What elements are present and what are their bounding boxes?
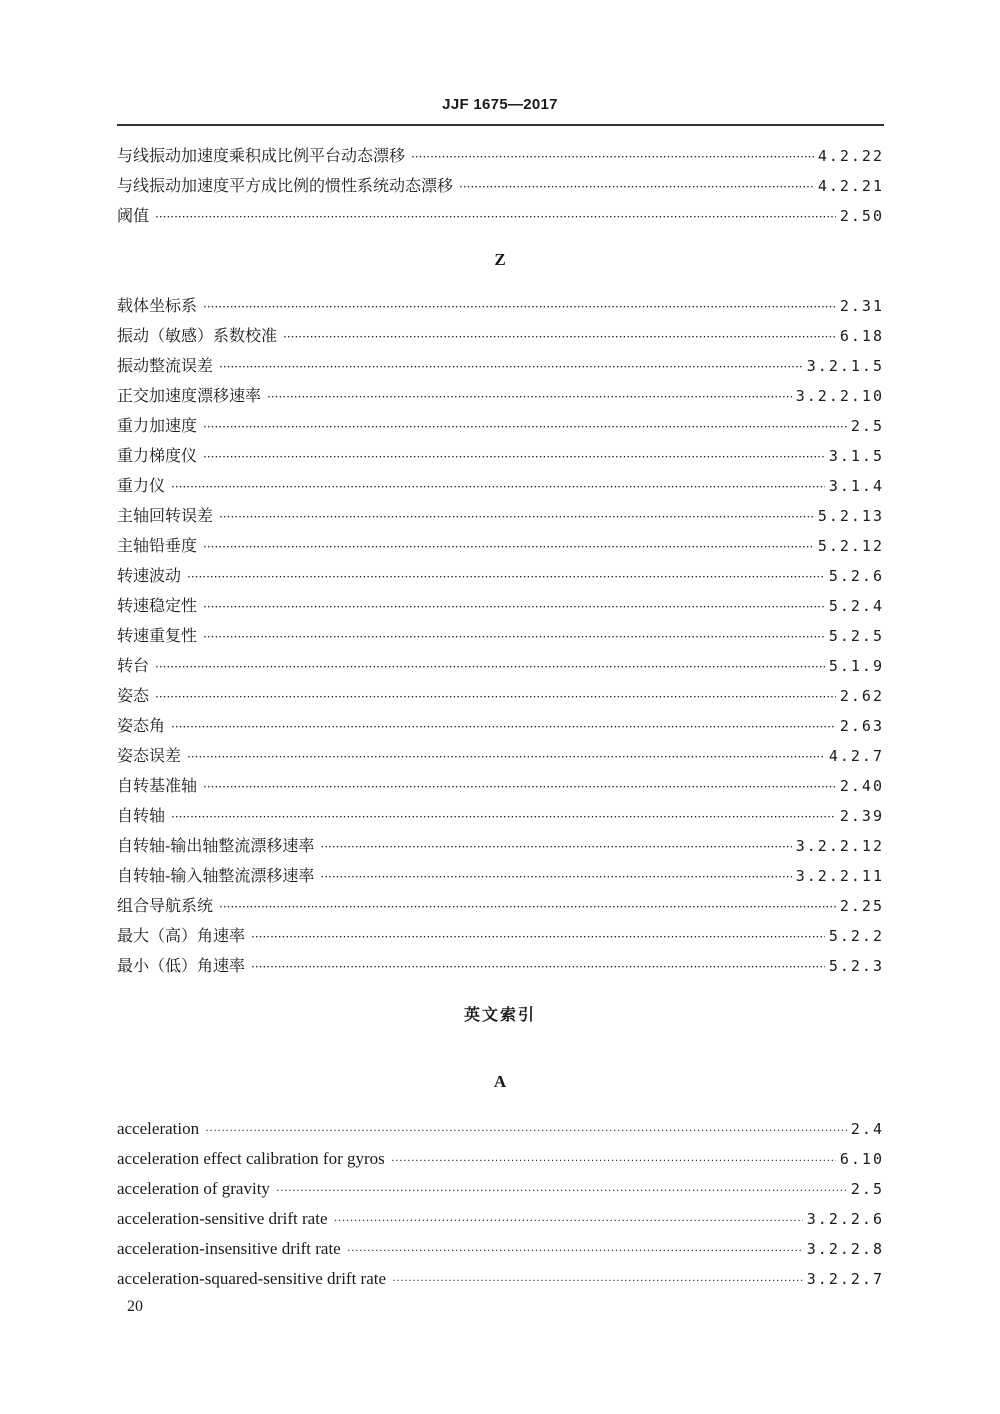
entry-term: 主轴铅垂度 xyxy=(117,536,198,555)
entry-ref: 6.10 xyxy=(839,1150,884,1168)
index-entry xyxy=(117,1144,884,1174)
leader-dots xyxy=(203,292,836,322)
leader-dots xyxy=(155,682,836,712)
entry-term: 姿态 xyxy=(117,686,150,705)
entry-ref: 5.2.13 xyxy=(817,507,884,525)
entry-ref: 2.40 xyxy=(839,777,884,795)
entry-term: 转台 xyxy=(117,656,150,675)
entry-term: 振动整流误差 xyxy=(117,356,214,375)
index-group-z xyxy=(117,291,884,981)
index-entry xyxy=(117,951,884,981)
leader-dots xyxy=(203,442,825,472)
leader-dots xyxy=(171,472,825,502)
leader-dots xyxy=(203,622,825,652)
index-entry xyxy=(117,1264,884,1294)
index-entry xyxy=(117,891,884,921)
entry-ref: 3.2.2.7 xyxy=(806,1270,884,1288)
entry-ref: 5.2.4 xyxy=(828,597,884,615)
leader-dots xyxy=(251,922,825,952)
entry-ref: 5.2.6 xyxy=(828,567,884,585)
entry-term: acceleration effect calibration for gyros xyxy=(117,1149,385,1168)
entry-term: 自转轴-输入轴整流漂移速率 xyxy=(117,866,315,885)
entry-ref: 3.2.2.11 xyxy=(795,867,884,885)
index-entry xyxy=(117,621,884,651)
leader-dots xyxy=(251,952,825,982)
index-entry xyxy=(117,381,884,411)
entry-ref: 2.5 xyxy=(850,1180,884,1198)
entry-ref: 2.25 xyxy=(839,897,884,915)
index-entry xyxy=(117,1174,884,1204)
entry-ref: 5.2.12 xyxy=(817,537,884,555)
leader-dots xyxy=(187,742,825,772)
entry-term: 重力加速度 xyxy=(117,416,198,435)
leader-dots xyxy=(320,832,791,862)
header-rule xyxy=(117,124,884,126)
entry-term: 姿态角 xyxy=(117,716,166,735)
entry-term: 姿态误差 xyxy=(117,746,182,765)
entry-term: 转速重复性 xyxy=(117,626,198,645)
index-entry xyxy=(117,201,884,231)
index-entry xyxy=(117,681,884,711)
leader-dots xyxy=(203,532,814,562)
leader-dots xyxy=(171,802,836,832)
entry-term: 自转轴-输出轴整流漂移速率 xyxy=(117,836,315,855)
index-entry xyxy=(117,831,884,861)
leader-dots xyxy=(155,652,825,682)
leader-dots xyxy=(276,1175,847,1205)
index-entry xyxy=(117,141,884,171)
entry-term: 与线振动加速度平方成比例的惯性系统动态漂移 xyxy=(117,176,454,195)
entry-term: acceleration-squared-sensitive drift rate xyxy=(117,1269,387,1288)
leader-dots xyxy=(219,892,836,922)
entry-term: 组合导航系统 xyxy=(117,896,214,915)
entry-term: 正交加速度漂移速率 xyxy=(117,386,262,405)
leader-dots xyxy=(459,172,814,202)
entry-term: 重力梯度仪 xyxy=(117,446,198,465)
leader-dots xyxy=(155,202,836,232)
index-entry xyxy=(117,1204,884,1234)
index-entry xyxy=(117,651,884,681)
page-number: 20 xyxy=(127,1298,143,1315)
entry-ref: 2.63 xyxy=(839,717,884,735)
leader-dots xyxy=(347,1235,803,1265)
index-entry xyxy=(117,561,884,591)
leader-dots xyxy=(171,712,836,742)
entry-ref: 3.2.2.8 xyxy=(806,1240,884,1258)
entry-ref: 2.31 xyxy=(839,297,884,315)
entry-ref: 6.18 xyxy=(839,327,884,345)
entry-term: 自转基准轴 xyxy=(117,776,198,795)
leader-dots xyxy=(203,772,836,802)
entry-term: acceleration-sensitive drift rate xyxy=(117,1209,328,1228)
index-entry xyxy=(117,351,884,381)
index-entry xyxy=(117,921,884,951)
index-group-y-tail xyxy=(117,141,884,231)
entry-term: acceleration of gravity xyxy=(117,1179,270,1198)
entry-ref: 5.1.9 xyxy=(828,657,884,675)
entry-term: 转速稳定性 xyxy=(117,596,198,615)
index-entry xyxy=(117,591,884,621)
leader-dots xyxy=(205,1115,847,1145)
entry-ref: 3.2.2.6 xyxy=(806,1210,884,1228)
index-entry xyxy=(117,1234,884,1264)
index-entry xyxy=(117,171,884,201)
index-group-a xyxy=(117,1114,884,1294)
index-entry xyxy=(117,801,884,831)
index-entry xyxy=(117,501,884,531)
leader-dots xyxy=(203,412,847,442)
entry-ref: 4.2.7 xyxy=(828,747,884,765)
index-entry xyxy=(117,531,884,561)
entry-term: 重力仪 xyxy=(117,476,166,495)
entry-term: 自转轴 xyxy=(117,806,166,825)
entry-ref: 2.4 xyxy=(850,1120,884,1138)
entry-ref: 3.2.2.10 xyxy=(795,387,884,405)
entry-ref: 5.2.5 xyxy=(828,627,884,645)
entry-ref: 3.1.4 xyxy=(828,477,884,495)
section-letter-a: A xyxy=(493,1072,507,1091)
index-entry xyxy=(117,471,884,501)
entry-ref: 5.2.2 xyxy=(828,927,884,945)
entry-term: 转速波动 xyxy=(117,566,182,585)
entry-term: 与线振动加速度乘积成比例平台动态漂移 xyxy=(117,146,406,165)
entry-ref: 2.50 xyxy=(839,207,884,225)
index-entry xyxy=(117,861,884,891)
document-header: JJF 1675—2017 xyxy=(442,96,558,113)
entry-term: 最小（低）角速率 xyxy=(117,956,246,975)
entry-ref: 3.2.1.5 xyxy=(806,357,884,375)
entry-term: 振动（敏感）系数校准 xyxy=(117,326,278,345)
entry-term: 主轴回转误差 xyxy=(117,506,214,525)
english-index-title: 英文索引 xyxy=(463,1005,536,1024)
entry-ref: 2.5 xyxy=(850,417,884,435)
index-entry xyxy=(117,771,884,801)
leader-dots xyxy=(203,592,825,622)
entry-ref: 2.39 xyxy=(839,807,884,825)
leader-dots xyxy=(219,502,814,532)
entry-ref: 2.62 xyxy=(839,687,884,705)
entry-ref: 4.2.21 xyxy=(817,177,884,195)
index-entry xyxy=(117,711,884,741)
leader-dots xyxy=(320,862,791,892)
entry-ref: 5.2.3 xyxy=(828,957,884,975)
index-entry xyxy=(117,741,884,771)
index-entry xyxy=(117,441,884,471)
leader-dots xyxy=(267,382,792,412)
leader-dots xyxy=(391,1145,836,1175)
entry-ref: 4.2.22 xyxy=(817,147,884,165)
entry-term: 载体坐标系 xyxy=(117,296,198,315)
entry-ref: 3.1.5 xyxy=(828,447,884,465)
index-entry xyxy=(117,1114,884,1144)
leader-dots xyxy=(411,142,814,172)
entry-term: 最大（高）角速率 xyxy=(117,926,246,945)
entry-term: acceleration xyxy=(117,1119,200,1138)
entry-term: acceleration-insensitive drift rate xyxy=(117,1239,341,1258)
leader-dots xyxy=(334,1205,803,1235)
entry-ref: 3.2.2.12 xyxy=(795,837,884,855)
index-entry xyxy=(117,291,884,321)
leader-dots xyxy=(219,352,803,382)
entry-term: 阈值 xyxy=(117,206,150,225)
leader-dots xyxy=(392,1265,803,1295)
index-entry xyxy=(117,411,884,441)
leader-dots xyxy=(283,322,836,352)
leader-dots xyxy=(187,562,825,592)
index-entry xyxy=(117,321,884,351)
section-letter-z: Z xyxy=(494,250,506,269)
